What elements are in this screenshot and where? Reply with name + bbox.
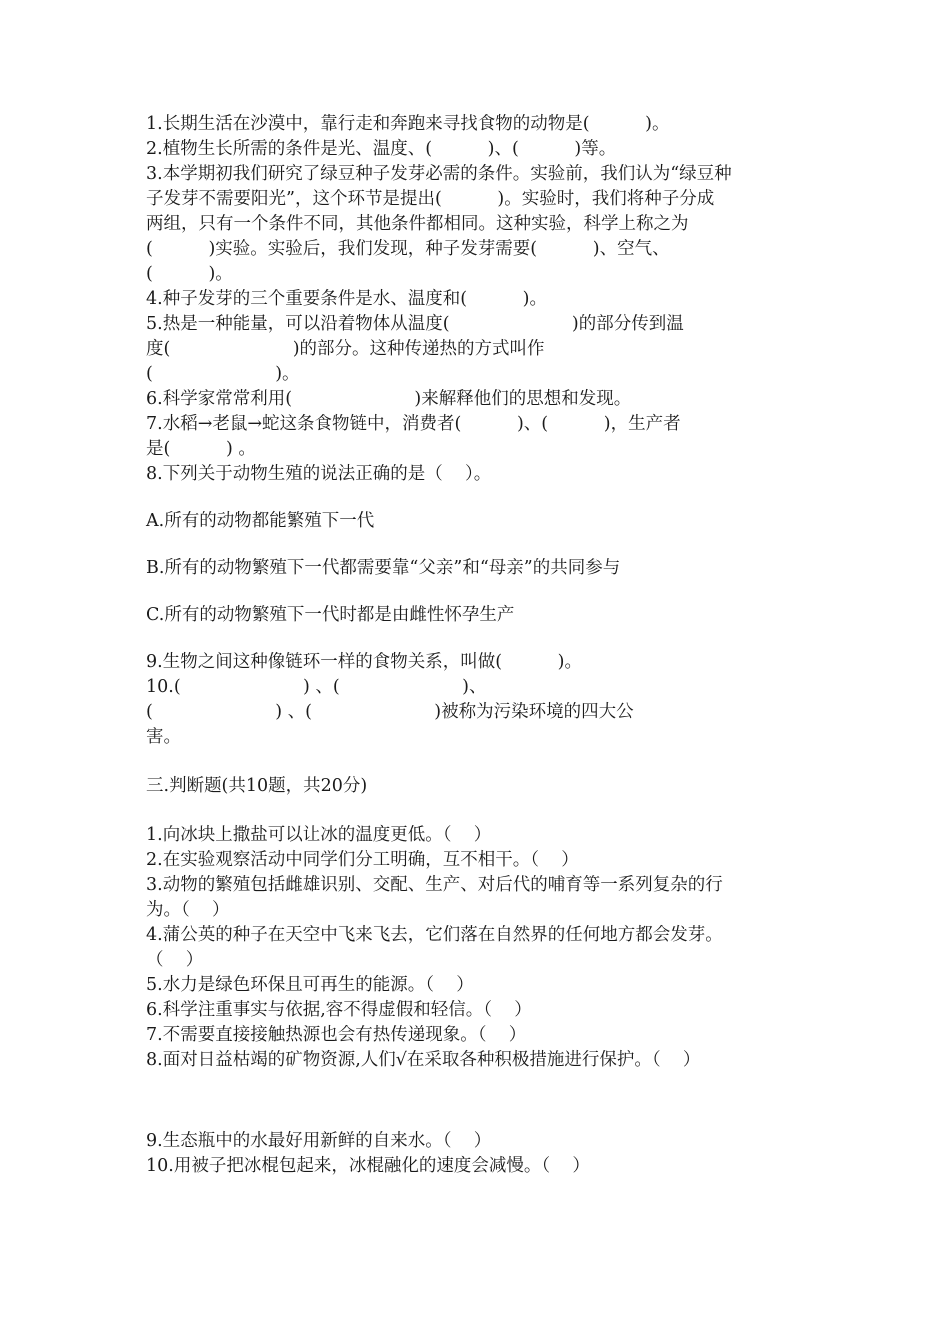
question-3-line-5: ( )。 [146, 264, 233, 284]
judge-item: 6.科学注重事实与依据,容不得虚假和轻信。（ ） [146, 1000, 532, 1020]
question-5-line-2: 度( )的部分。这种传递热的方式叫作 [146, 339, 545, 359]
question-10-line-2: ( ) 、( )被称为污染环境的四大公 [146, 702, 634, 722]
question-8-option-a: A.所有的动物都能繁殖下一代 [146, 511, 375, 531]
judge-item: 10.用被子把冰棍包起来，冰棍融化的速度会减慢。（ ） [146, 1156, 590, 1176]
judge-item: 8.面对日益枯竭的矿物资源,人们√在采取各种积极措施进行保护。（ ） [146, 1050, 701, 1070]
question-3-line-4: ( )实验。实验后，我们发现，种子发芽需要( )、空气、 [146, 239, 670, 259]
worksheet-page [146, 112, 816, 1179]
question-3-line-3: 两组，只有一个条件不同，其他条件都相同。这种实验，科学上称之为 [146, 214, 689, 234]
question-8: 8.下列关于动物生殖的说法正确的是（ ）。 [146, 464, 492, 484]
section-heading: 三.判断题(共10题，共20分) [146, 776, 368, 796]
question-7-line-2: 是( ) 。 [146, 439, 256, 459]
judge-item: 5.水力是绿色环保且可再生的能源。（ ） [146, 975, 474, 995]
question-4: 4.种子发芽的三个重要条件是水、温度和( )。 [146, 289, 547, 309]
question-10-line-1: 10.( ) 、( )、 [146, 677, 487, 697]
question-1: 1.长期生活在沙漠中，靠行走和奔跑来寻找食物的动物是( )。 [146, 114, 670, 134]
question-10-line-3: 害。 [146, 727, 181, 747]
judge-item: 4.蒲公英的种子在天空中飞来飞去，它们落在自然界的任何地方都会发芽。 [146, 925, 723, 945]
judge-item: 为。（ ） [146, 900, 230, 920]
question-8-option-b: B.所有的动物繁殖下一代都需要靠“父亲”和“母亲”的共同参与 [146, 558, 621, 578]
question-8-option-c: C.所有的动物繁殖下一代时都是由雌性怀孕生产 [146, 605, 515, 625]
question-9: 9.生物之间这种像链环一样的食物关系，叫做( )。 [146, 652, 582, 672]
judge-item: 1.向冰块上撒盐可以让冰的温度更低。（ ） [146, 825, 492, 845]
question-2: 2.植物生长所需的条件是光、温度、( )、( )等。 [146, 139, 617, 159]
judge-item: 2.在实验观察活动中同学们分工明确，互不相干。（ ） [146, 850, 579, 870]
question-6: 6.科学家常常利用( )来解释他们的思想和发现。 [146, 389, 632, 409]
question-5-line-1: 5.热是一种能量，可以沿着物体从温度( )的部分传到温 [146, 314, 684, 334]
judge-item: 7.不需要直接接触热源也会有热传递现象。（ ） [146, 1025, 527, 1045]
question-3-line-2: 子发芽不需要阳光”，这个环节是提出( )。实验时，我们将种子分成 [146, 189, 715, 209]
judge-item: 3.动物的繁殖包括雌雄识别、交配、生产、对后代的哺育等一系列复杂的行 [146, 875, 723, 895]
judge-item: 9.生态瓶中的水最好用新鲜的自来水。（ ） [146, 1131, 492, 1151]
judge-item: （ ） [146, 950, 204, 970]
question-5-line-3: ( )。 [146, 364, 300, 384]
question-7-line-1: 7.水稻→老鼠→蛇这条食物链中，消费者( )、( )，生产者 [146, 414, 681, 434]
question-3-line-1: 3.本学期初我们研究了绿豆种子发芽必需的条件。实验前，我们认为“绿豆种 [146, 164, 732, 184]
